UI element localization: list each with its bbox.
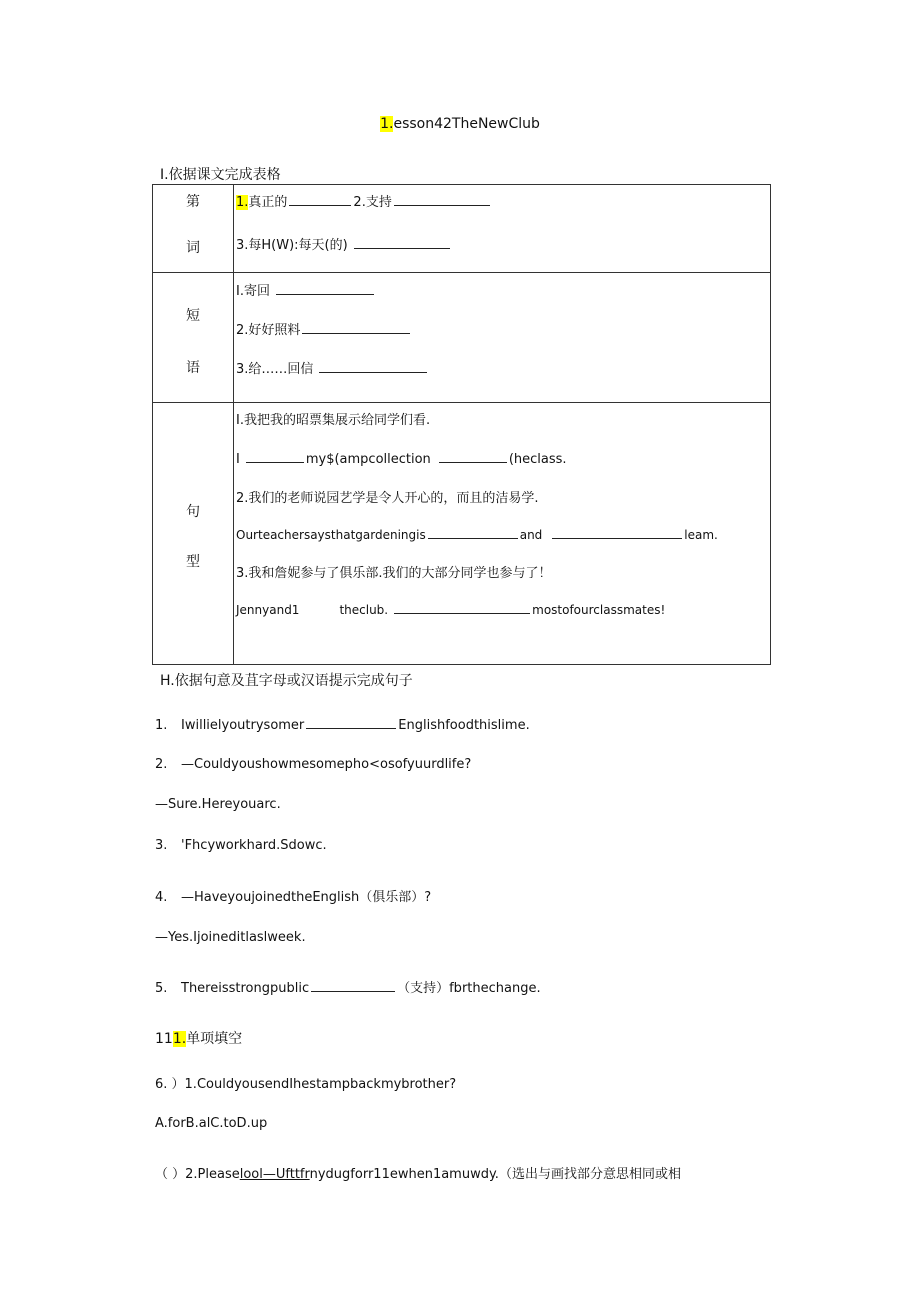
section-3-heading: 111.单项填空 (155, 1031, 243, 1047)
row-content-sentences: I.我把我的昭票集展示给同学们看. I my$(ampcollection (heclass. 2.我们的老师说园艺学是令人开心的，而且的洁易学. Ourteachersaysthatgardeningis and leam. 3.我和詹妮参与了俱乐部.我们的大部分同学也参与了！ Jennyand1 theclub. mostofourclassmates! (234, 403, 771, 665)
section-1-heading: I.依据课文完成表格 (160, 167, 281, 183)
table-row-words (153, 185, 771, 273)
table-row-sentences (153, 403, 771, 665)
blank[interactable] (354, 236, 450, 249)
question-2: 2. —Couldyoushowmesomepho<osofyuurdlife? (155, 757, 472, 772)
row-label-phrases: 短 语 (153, 273, 234, 403)
row-label-words: 第 词 (153, 185, 234, 273)
question-4: 4. —HaveyoujoinedtheEnglish（俱乐部）? (155, 890, 432, 905)
lesson-table (152, 184, 771, 665)
table-row-phrases (153, 273, 771, 403)
blank[interactable] (302, 321, 410, 334)
blank[interactable] (394, 601, 530, 614)
blank[interactable] (319, 360, 427, 373)
blank[interactable] (246, 450, 304, 463)
question-6-options: A.forB.alC.toD.up (155, 1116, 268, 1131)
question-1: 1. Iwillielyoutrysomer Englishfoodthislime. (155, 718, 530, 733)
blank[interactable] (439, 450, 507, 463)
question-3: 3. 'Fhcyworkhard.Sdowc. (155, 838, 327, 853)
blank[interactable] (306, 716, 396, 729)
blank[interactable] (428, 526, 518, 539)
question-5: 5. Thereisstrongpublic （支持）fbrthechange. (155, 981, 541, 996)
page-title: 1.esson42TheNewClub (380, 116, 540, 132)
blank[interactable] (276, 282, 374, 295)
blank[interactable] (289, 193, 351, 206)
question-6: 6. ）1.CouldyousendIhestampbackmybrother? (155, 1077, 457, 1092)
question-2-answer: —Sure.Hereyouarc. (155, 797, 281, 812)
row-label-sentences: 句 型 (153, 403, 234, 665)
blank[interactable] (394, 193, 490, 206)
blank[interactable] (552, 526, 682, 539)
question-4-answer: —Yes.Ijoineditlaslweek. (155, 930, 306, 945)
row-content-words: 1.真正的 2.支持 3.每H(W):每天(的) (234, 185, 771, 273)
question-7: （ ）2.Pleaselool—Ufttfrnydugforr11ewhen1amuwdy.（选出与画找部分意思相同或相 (155, 1167, 681, 1182)
blank[interactable] (311, 979, 395, 992)
section-2-heading: H.依据句意及苴字母或汉语提示完成句子 (160, 673, 413, 689)
row-content-phrases: I.寄回 2.好好照料 3.给……回信 (234, 273, 771, 403)
